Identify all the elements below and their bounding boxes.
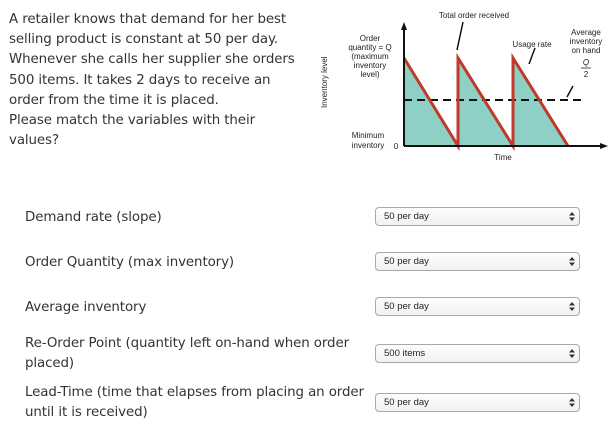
select-value: 50 per day xyxy=(384,256,429,267)
row-label-demand-rate: Demand rate (slope) xyxy=(25,210,162,225)
row-label-lead-time: Lead-Time (time that elapses from placing an order until it is received) xyxy=(25,385,364,420)
select-value: 500 items xyxy=(384,348,426,359)
average-label: inventory xyxy=(569,37,603,46)
select-value: 50 per day xyxy=(384,301,429,312)
question-line: values? xyxy=(9,133,59,149)
updown-arrows-icon xyxy=(565,257,579,266)
order-qty-label: inventory xyxy=(353,61,387,70)
fraction-numerator: Q xyxy=(582,58,590,67)
y-axis-label: Inventory level xyxy=(320,56,329,108)
y-axis-arrow-icon xyxy=(401,22,407,30)
question-line: Please match the variables with their xyxy=(9,113,255,129)
fraction-denominator: 2 xyxy=(583,70,589,79)
updown-arrows-icon xyxy=(565,349,579,358)
question-line: 500 items. It takes 2 days to receive an xyxy=(9,72,271,88)
select-order-quantity[interactable] xyxy=(375,252,580,271)
order-qty-label: level) xyxy=(360,70,380,79)
question-line: Whenever she calls her supplier she orders xyxy=(9,52,295,68)
updown-arrows-icon xyxy=(565,212,579,221)
select-average-inventory[interactable] xyxy=(375,297,580,316)
inventory-diagram xyxy=(310,0,613,170)
select-demand-rate[interactable] xyxy=(375,207,580,226)
select-lead-time[interactable] xyxy=(375,393,580,412)
zero-label: 0 xyxy=(393,142,399,151)
question-line: selling product is constant at 50 per day. xyxy=(9,32,279,48)
minimum-label: Minimum xyxy=(351,131,385,140)
row-label-order-quantity: Order Quantity (max inventory) xyxy=(25,255,235,270)
order-qty-label: (maximum xyxy=(351,52,389,61)
total-order-label: Total order received xyxy=(438,11,510,20)
usage-rate-label: Usage rate xyxy=(512,40,552,49)
average-label: on hand xyxy=(571,46,601,55)
updown-arrows-icon xyxy=(565,398,579,407)
question-line: order from the time it is placed. xyxy=(9,92,219,108)
order-qty-label: quantity = Q xyxy=(348,43,392,52)
select-value: 50 per day xyxy=(384,397,429,408)
average-label: Average xyxy=(571,28,601,37)
order-qty-label: Order xyxy=(359,34,381,43)
updown-arrows-icon xyxy=(565,302,579,311)
select-reorder-point[interactable] xyxy=(375,344,580,363)
time-label: Time xyxy=(494,153,512,162)
question-text xyxy=(9,10,314,151)
question-line: A retailer knows that demand for her best xyxy=(9,12,287,27)
row-label-reorder-point: Re-Order Point (quantity left on-hand when order placed) xyxy=(25,336,349,371)
minimum-label: inventory xyxy=(351,141,385,150)
x-axis-arrow-icon xyxy=(600,143,608,149)
row-label-average-inventory: Average inventory xyxy=(25,300,147,315)
select-value: 50 per day xyxy=(384,211,429,222)
